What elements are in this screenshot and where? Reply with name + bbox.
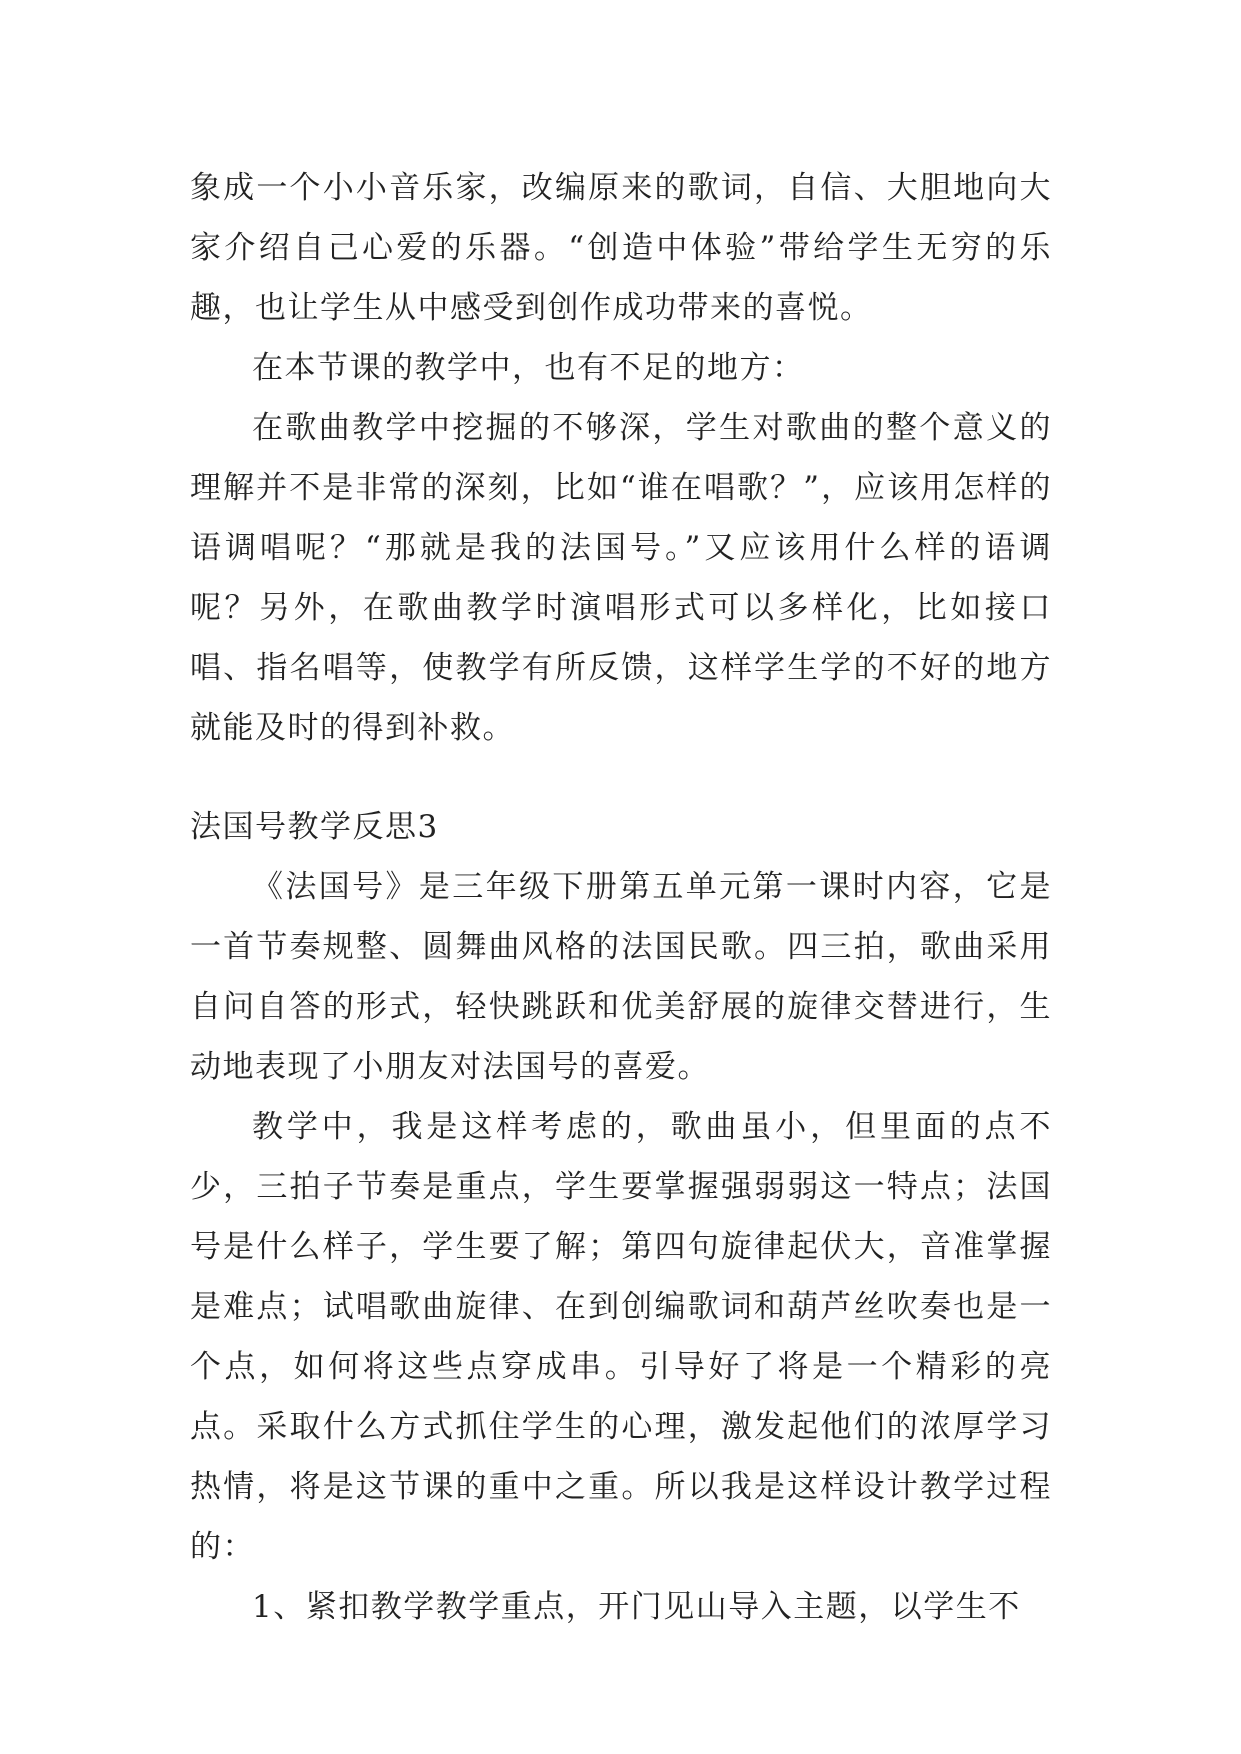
paragraph-step-one: 1、紧扣教学教学重点，开门见山导入主题，以学生不 — [252, 1589, 1021, 1625]
paragraph-shortcomings-detail: 在歌曲教学中挖掘的不够深，学生对歌曲的整个意义的理解并不是非常的深刻，比如“谁在唱歌？”，应该用怎样的语调唱呢？“那就是我的法国号。”又应该用什么样的语调呢？另外，在歌曲教学时演唱形式可以多样化，比如接口唱、指名唱等，使教学有所反馈，这样学生学的不好的地方就能及时的得到补救。 — [190, 410, 1052, 746]
paragraph-teaching-considerations: 教学中，我是这样考虑的，歌曲虽小，但里面的点不少，三拍子节奏是重点，学生要掌握强弱弱这一特点；法国号是什么样子，学生要了解；第四句旋律起伏大，音准掌握是难点；试唱歌曲旋律、在到创编歌词和葫芦丝吹奏也是一个点，如何将这些点穿成串。引导好了将是一个精彩的亮点。采取什么方式抓住学生的心理，激发起他们的浓厚学习热情，将是这节课的重中之重。所以我是这样设计教学过程的： — [190, 1109, 1052, 1565]
section-two — [190, 797, 1052, 1637]
paragraph-shortcomings-intro: 在本节课的教学中，也有不足的地方： — [252, 350, 805, 386]
paragraph-continuation: 象成一个小小音乐家，改编原来的歌词，自信、大胆地向大家介绍自己心爱的乐器。“创造中体验”带给学生无穷的乐趣，也让学生从中感受到创作成功带来的喜悦。 — [190, 170, 1052, 326]
section-one — [190, 158, 1052, 758]
section-heading: 法国号教学反思3 — [190, 809, 439, 845]
paragraph-lesson-overview: 《法国号》是三年级下册第五单元第一课时内容，它是一首节奏规整、圆舞曲风格的法国民歌。四三拍，歌曲采用自问自答的形式，轻快跳跃和优美舒展的旋律交替进行，生动地表现了小朋友对法国号的喜爱。 — [190, 869, 1052, 1085]
